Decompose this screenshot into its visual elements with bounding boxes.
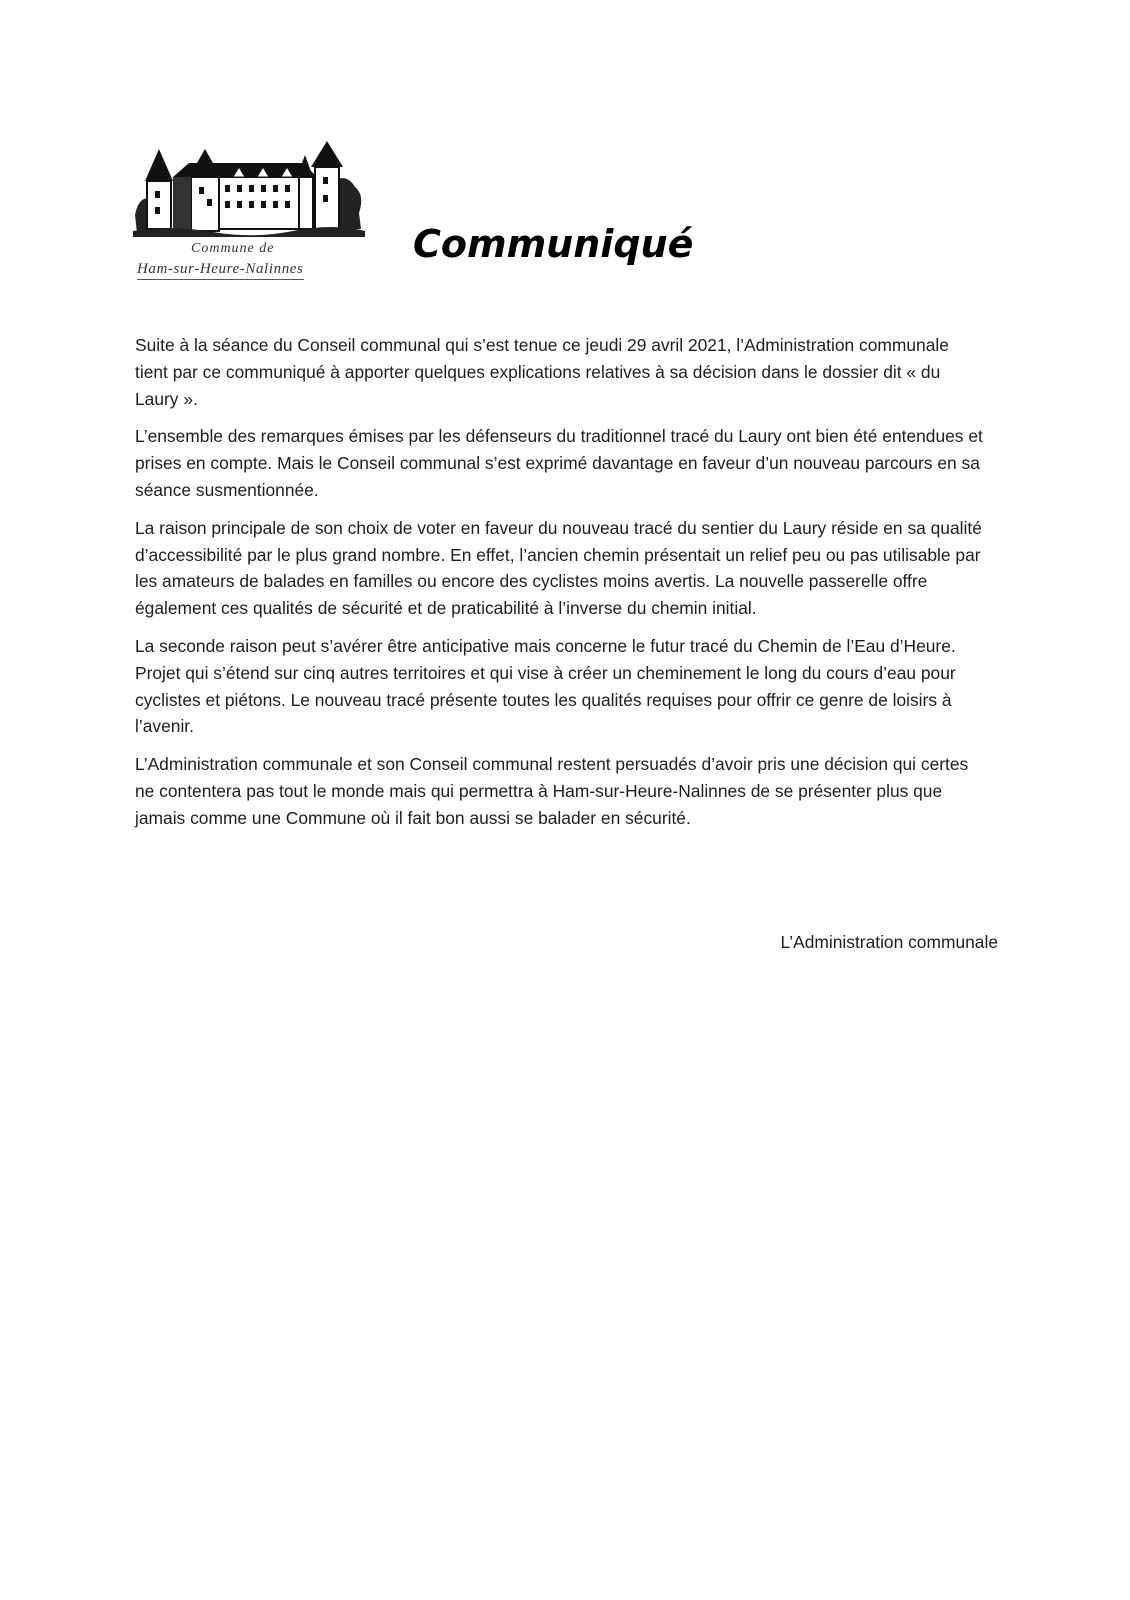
paragraph: Suite à la séance du Conseil communal qui s’est tenue ce jeudi 29 avril 2021, l’Administration communale tient par ce communiqué à apporter quelques explications relatives à sa décision dans le dossier dit « du Laury ». [135,335,949,409]
logo-commune-name: Ham-sur-Heure-Nalinnes [137,261,304,280]
logo-commune-label: Commune de [191,241,275,256]
paragraph: La raison principale de son choix de voter en faveur du nouveau tracé du sentier du Laury réside en sa qualité d’accessibilité par le plus grand nombre. En effet, l’ancien chemin présentait un relief peu ou pas utilisable par les amateurs de balades en familles ou encore des cyclistes moins avertis. La nouvelle passerelle offre également ces qualités de sécurité et de praticabilité à l’inverse du chemin initial. [135,517,982,619]
communique-body [135,332,985,843]
page-title: Communiqué [413,222,694,266]
castle-illustration [133,137,365,241]
paragraph: La seconde raison peut s’avérer être anticipative mais concerne le futur tracé du Chemin de l’Eau d’Heure. Projet qui s’étend sur cinq autres territoires et qui vise à créer un cheminement le long du cours d’eau pour cyclistes et piétons. Le nouveau tracé présente toutes les qualités requises pour offrir ce genre de loisirs à l’avenir. [135,635,956,737]
paragraph: L’ensemble des remarques émises par les défenseurs du traditionnel tracé du Laury ont bien été entendues et prises en compte. Mais le Conseil communal s’est exprimé davantage en faveur d’un nouveau parcours en sa séance susmentionnée. [135,426,983,500]
paragraph: L’Administration communale et son Conseil communal restent persuadés d’avoir pris une décision qui certes ne contentera pas tout le monde mais qui permettra à Ham-sur-Heure-Nalinnes de se présenter plus que jamais comme une Commune où il fait bon aussi se balader en sécurité. [135,754,969,828]
commune-logo [133,137,365,285]
signature: L’Administration communale [780,932,998,952]
